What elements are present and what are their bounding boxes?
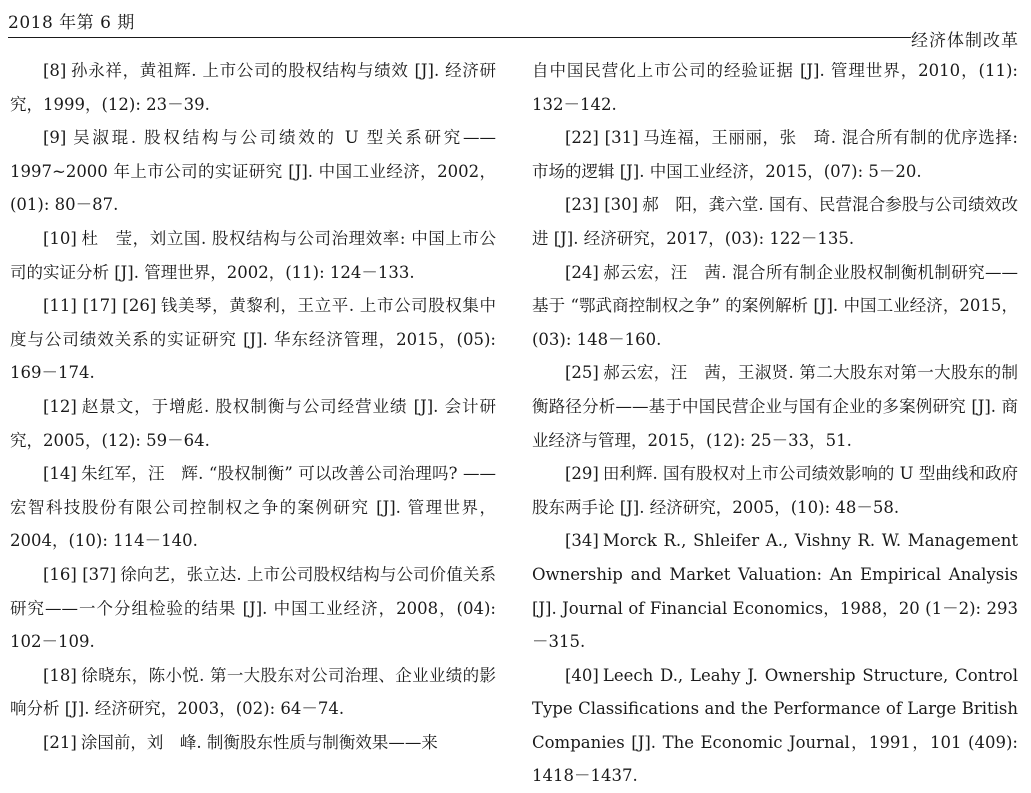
reference-entry <box>10 289 496 390</box>
reference-entry <box>10 390 496 457</box>
reference-text: 赵景文，于增彪. 股权制衡与公司经营业绩 [J]. 会计研究，2005，(12): 59－64. <box>10 396 496 450</box>
reference-text: 徐晓东，陈小悦. 第一大股东对公司治理、企业业绩的影响分析 [J]. 经济研究，2003，(02): 64－74. <box>10 665 496 719</box>
reference-number: [9] <box>43 128 67 148</box>
reference-text: 徐向艺，张立达. 上市公司股权结构与公司价值关系研究——一个分组检验的结果 [J]. 中国工业经济，2008，(04): 102－109. <box>10 564 496 652</box>
reference-entry-continued <box>532 54 1018 121</box>
reference-number: [14] <box>43 464 77 484</box>
reference-number: [22] [31] <box>565 128 639 148</box>
header-rule <box>8 37 911 38</box>
reference-column-right <box>532 54 1018 793</box>
reference-number: [40] <box>565 665 599 685</box>
reference-text: 郝云宏，汪 茜，王淑贤. 第二大股东对第一大股东的制衡路径分析——基于中国民营企业与国有企业的多案例研究 [J]. 商业经济与管理，2015，(12): 25－33，51. <box>532 363 1018 450</box>
reference-entry <box>532 356 1018 457</box>
reference-text: 吴淑琨. 股权结构与公司绩效的 U 型关系研究——1997~2000 年上市公司的实证研究 [J]. 中国工业经济，2002，(01): 80－87. <box>10 128 496 215</box>
reference-text: 马连福，王丽丽，张 琦. 混合所有制的优序选择: 市场的逻辑 [J]. 中国工业经济，2015，(07): 5－20. <box>532 128 1018 181</box>
reference-entry <box>10 54 496 121</box>
reference-number: [21] <box>43 732 77 752</box>
reference-text: 涂国前，刘 峰. 制衡股东性质与制衡效果——来 <box>80 732 438 752</box>
reference-entry <box>10 558 496 659</box>
reference-text: 郝 阳，龚六堂. 国有、民营混合参股与公司绩效改进 [J]. 经济研究，2017，(03): 122－135. <box>532 195 1018 248</box>
reference-text: 田利辉. 国有股权对上市公司绩效影响的 U 型曲线和政府股东两手论 [J]. 经济研究，2005，(10): 48－58. <box>532 464 1018 517</box>
reference-text: Leech D., Leahy J. Ownership Structure, Control Type Classifications and the Performance of Large British Companies [J]. The Economic Journal，1991，101 (409): 1418－1437. <box>532 665 1018 786</box>
reference-entry <box>10 121 496 222</box>
reference-number: [34] <box>565 531 599 551</box>
reference-number: [12] <box>43 396 77 416</box>
reference-entry <box>10 659 496 726</box>
reference-number: [24] <box>565 262 599 282</box>
reference-number: [23] [30] <box>565 195 639 215</box>
reference-entry <box>10 726 496 760</box>
reference-number: [10] <box>43 228 77 248</box>
reference-text: Morck R., Shleifer A., Vishny R. W. Management Ownership and Market Valuation: An Empirical Analysis [J]. Journal of Financial Economics，1988，20 (1－2): 293－315. <box>532 531 1018 652</box>
reference-text: 郝云宏，汪 茜. 混合所有制企业股权制衡机制研究——基于 “鄂武商控制权之争” 的案例解析 [J]. 中国工业经济，2015，(03): 148－160. <box>532 262 1018 349</box>
reference-text: 孙永祥，黄祖辉. 上市公司的股权结构与绩效 [J]. 经济研究，1999，(12): 23－39. <box>10 61 496 114</box>
reference-number: [16] [37] <box>43 564 117 584</box>
reference-entry <box>532 188 1018 255</box>
reference-entry <box>532 121 1018 188</box>
reference-text: 朱红军，汪 辉. “股权制衡” 可以改善公司治理吗? ——宏智科技股份有限公司控制权之争的案例研究 [J]. 管理世界，2004，(10): 114－140. <box>10 464 496 551</box>
reference-number: [8] <box>43 61 67 80</box>
journal-title: 经济体制改革 <box>911 31 1019 51</box>
reference-entry <box>10 457 496 558</box>
reference-text: 自中国民营化上市公司的经验证据 [J]. 管理世界，2010，(11): 132－142. <box>532 61 1018 114</box>
reference-column-left <box>10 54 496 759</box>
issue-label: 2018 年第 6 期 <box>8 13 135 33</box>
reference-entry <box>532 256 1018 357</box>
reference-entry <box>532 659 1018 793</box>
reference-entry <box>532 457 1018 524</box>
reference-number: [11] [17] [26] <box>43 296 157 316</box>
reference-number: [25] <box>565 363 599 383</box>
reference-number: [18] <box>43 665 77 685</box>
reference-number: [29] <box>565 464 599 484</box>
reference-text: 钱美琴，黄黎利，王立平. 上市公司股权集中度与公司绩效关系的实证研究 [J]. 华东经济管理，2015，(05): 169－174. <box>10 296 496 383</box>
reference-entry <box>10 222 496 289</box>
reference-text: 杜 莹，刘立国. 股权结构与公司治理效率: 中国上市公司的实证分析 [J]. 管理世界，2002，(11): 124－133. <box>10 228 496 282</box>
reference-entry <box>532 524 1018 658</box>
